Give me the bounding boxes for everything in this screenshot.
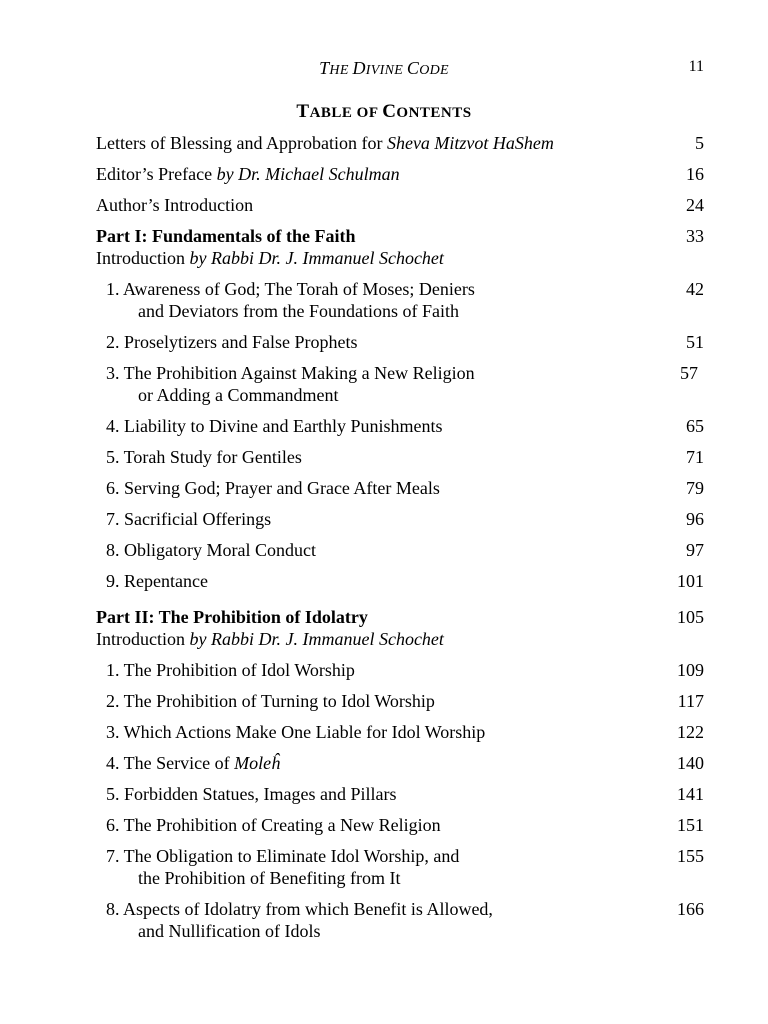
toc-entry-title: Letters of Blessing and Approbation for Sheva Mitzvot HaShem (96, 133, 554, 153)
chapter-page: 141 (677, 784, 704, 804)
chapter-entry (96, 362, 704, 406)
chapter-entry (96, 783, 704, 805)
part-introduction: Introduction by Rabbi Dr. J. Immanuel Schochet (96, 629, 444, 649)
chapter-entry (96, 539, 704, 561)
part-heading-2 (96, 606, 704, 628)
chapter-title: 5. Forbidden Statues, Images and Pillars (106, 784, 397, 804)
chapter-page: 109 (677, 660, 704, 680)
toc-entry-page: 105 (677, 607, 704, 627)
part-introduction: Introduction by Rabbi Dr. J. Immanuel Schochet (96, 248, 444, 268)
chapter-page: 65 (686, 416, 704, 436)
chapter-title: 1. The Prohibition of Idol Worship (106, 660, 355, 680)
chapter-title: 2. The Prohibition of Turning to Idol Worship (106, 691, 435, 711)
part-heading-title: Part I: Fundamentals of the Faith (96, 226, 356, 246)
chapter-title: 6. The Prohibition of Creating a New Religion (106, 815, 441, 835)
chapter-entry (96, 659, 704, 681)
chapter-page: 42 (686, 279, 704, 299)
chapter-entry (96, 752, 704, 774)
chapter-title: 2. Proselytizers and False Prophets (106, 332, 358, 352)
chapter-page: 96 (686, 509, 704, 529)
part-heading-title: Part II: The Prohibition of Idolatry (96, 607, 368, 627)
toc-entry-authors-introduction (96, 194, 704, 216)
chapter-entry (96, 721, 704, 743)
chapter-title: 3. Which Actions Make One Liable for Idol Worship (106, 722, 486, 742)
chapter-page: 155 (677, 846, 704, 866)
chapter-entry (96, 690, 704, 712)
chapter-page: 166 (677, 899, 704, 919)
chapter-title: 6. Serving God; Prayer and Grace After Meals (106, 478, 440, 498)
chapter-entry (96, 331, 704, 353)
toc-entry-title: Author’s Introduction (96, 195, 254, 215)
chapter-title: 7. The Obligation to Eliminate Idol Worship, and the Prohibition of Benefiting from It (106, 846, 460, 888)
chapter-page: 71 (686, 447, 704, 467)
chapter-entry (96, 898, 704, 942)
chapter-page: 79 (686, 478, 704, 498)
chapter-entry (96, 278, 704, 322)
chapter-title: 7. Sacrificial Offerings (106, 509, 272, 529)
toc-title: TABLE OF CONTENTS (296, 101, 472, 122)
part-heading-1 (96, 225, 704, 247)
chapter-entry (96, 446, 704, 468)
toc-entry-page: 33 (686, 226, 704, 246)
toc-entry-title: Editor’s Preface by Dr. Michael Schulman (96, 164, 400, 184)
chapter-title: 8. Aspects of Idolatry from which Benefit is Allowed, and Nullification of Idols (106, 899, 493, 941)
chapter-title: 9. Repentance (106, 571, 208, 591)
table-of-contents (96, 132, 704, 942)
chapter-entry (96, 477, 704, 499)
toc-entry-editors-preface (96, 163, 704, 185)
chapter-page: 140 (677, 753, 704, 773)
chapter-page: 117 (677, 691, 704, 711)
chapter-entry (96, 415, 704, 437)
chapter-page: 122 (677, 722, 704, 742)
chapter-page: 97 (686, 540, 704, 560)
toc-entry-page: 5 (695, 133, 704, 153)
chapter-entry (96, 508, 704, 530)
toc-entry-page: 24 (686, 195, 704, 215)
toc-entry-page: 16 (686, 164, 704, 184)
chapter-title: 5. Torah Study for Gentiles (106, 447, 302, 467)
chapter-title: 4. The Service of Moleĥ (106, 753, 281, 773)
chapter-title: 1. Awareness of God; The Torah of Moses; Deniers and Deviators from the Foundations of Faith (106, 279, 475, 321)
chapter-entry (96, 814, 704, 836)
chapter-entry (96, 845, 704, 889)
chapter-page: 51 (686, 332, 704, 352)
running-header: THE DIVINE CODE (319, 58, 449, 78)
chapter-page: 57 (680, 363, 698, 383)
toc-entry-approbation (96, 132, 704, 154)
chapter-title: 8. Obligatory Moral Conduct (106, 540, 316, 560)
chapter-entry (96, 570, 704, 592)
chapter-page: 101 (677, 571, 704, 591)
page-number: 11 (688, 58, 704, 75)
chapter-title: 3. The Prohibition Against Making a New Religion or Adding a Commandment (106, 363, 475, 405)
chapter-page: 151 (677, 815, 704, 835)
chapter-title: 4. Liability to Divine and Earthly Punishments (106, 416, 443, 436)
